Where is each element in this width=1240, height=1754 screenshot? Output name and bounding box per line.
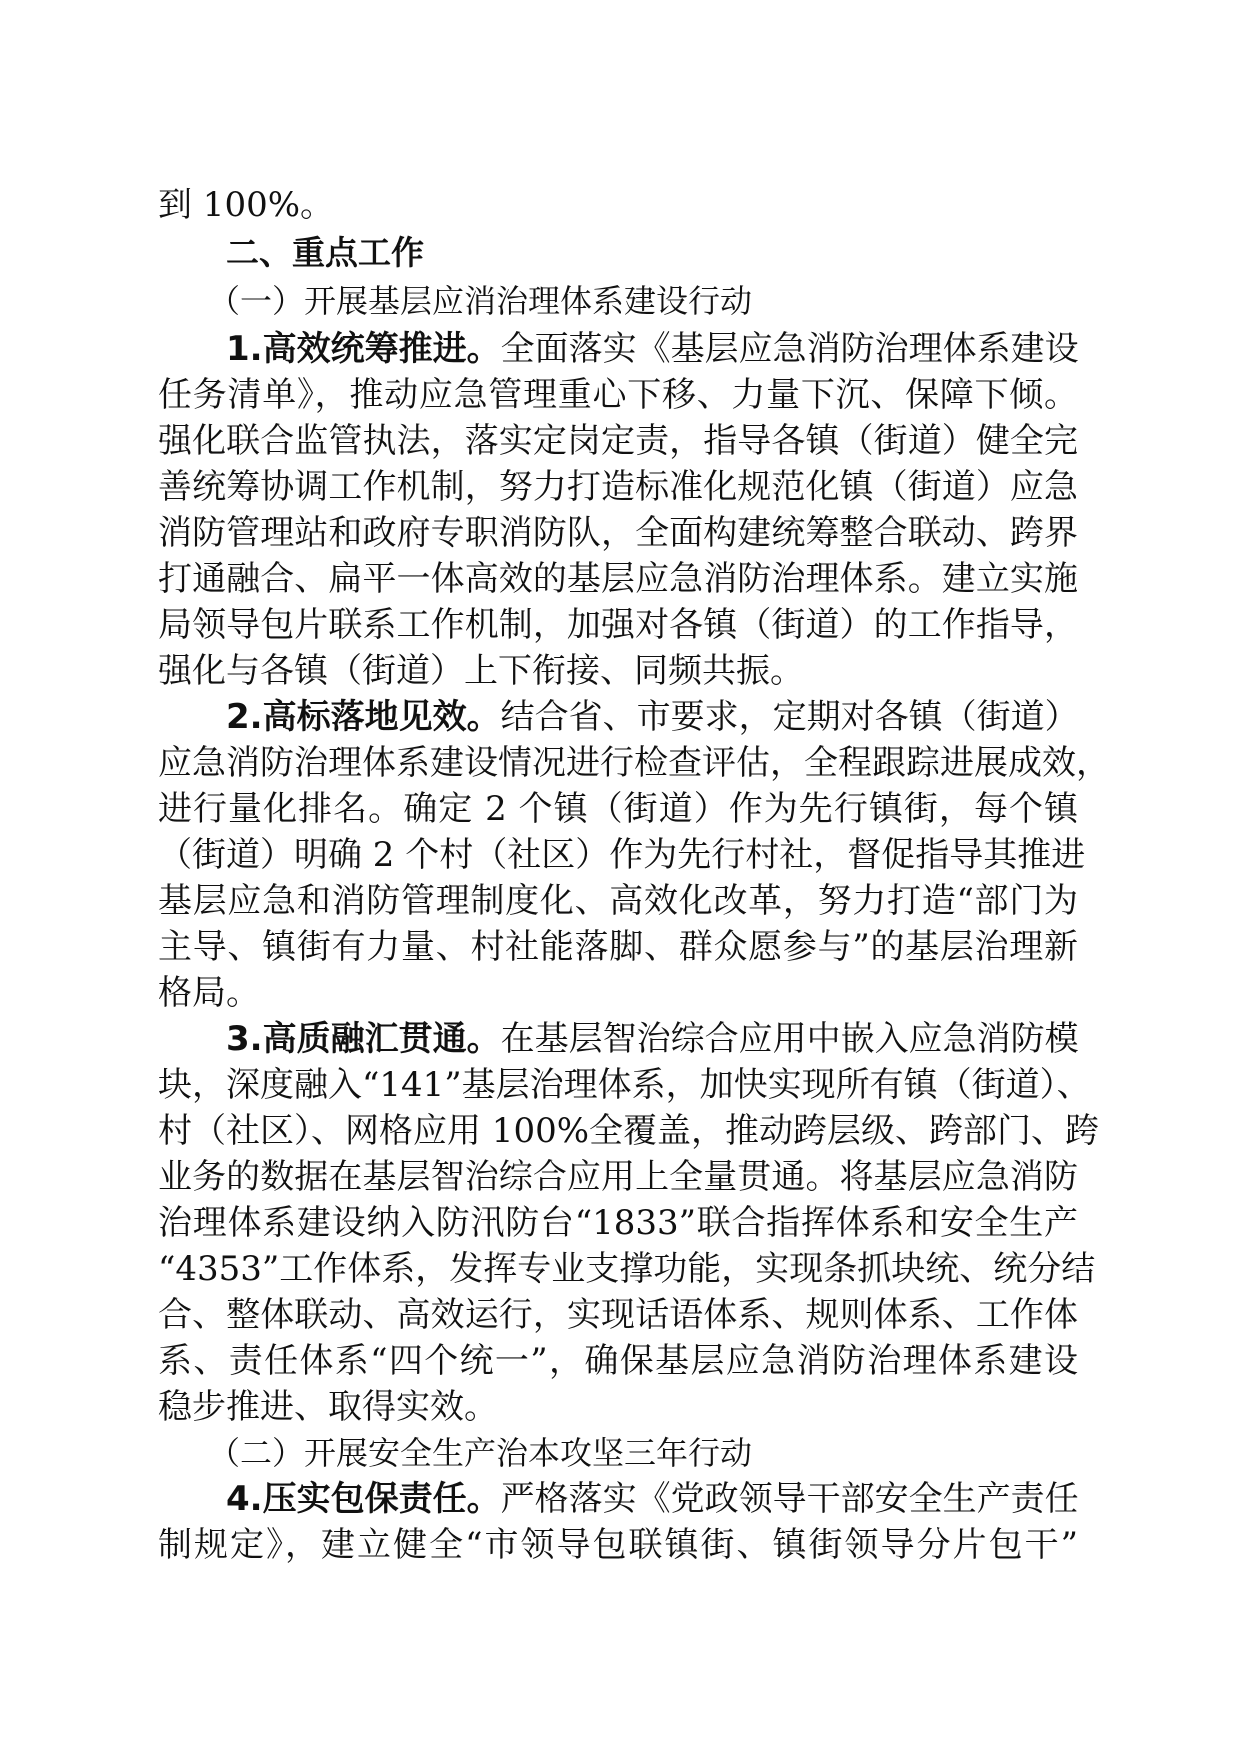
paragraph-first-line [226,1476,1078,1522]
paragraph-first-line [226,1016,1078,1062]
text-line: 业务的数据在基层智治综合应用上全量贯通。将基层应急消防 [158,1157,1078,1197]
text-line: 强化联合监管执法，落实定岗定责，指导各镇（街道）健全完 [158,421,1078,461]
paragraph-text: 在基层智治综合应用中嵌入应急消防模 [500,1019,1079,1059]
text-line: 进行量化排名。确定 2 个镇（街道）作为先行镇街，每个镇 [158,789,1078,829]
text-line: 消防管理站和政府专职消防队，全面构建统筹整合联动、跨界 [158,513,1078,553]
text-line: 治理体系建设纳入防汛防台“1833”联合指挥体系和安全生产 [158,1203,1078,1243]
text-line: 局领导包片联系工作机制，加强对各镇（街道）的工作指导， [158,605,1078,645]
text-line: 块，深度融入“141”基层治理体系，加快实现所有镇（街道）、 [158,1065,1091,1105]
text-line: 应急消防治理体系建设情况进行检查评估，全程跟踪进展成效， [158,743,1110,783]
text-line: （街道）明确 2 个村（社区）作为先行村社，督促指导其推进 [158,835,1086,875]
paragraph-title: 1.高效统筹推进。 [226,329,501,369]
text-line: “4353”工作体系，发挥专业支撑功能，实现条抓块统、统分结 [158,1249,1096,1289]
subsection-heading: （一）开展基层应消治理体系建设行动 [208,282,753,320]
paragraph-first-line [226,694,1078,740]
paragraph-title: 3.高质融汇贯通。 [226,1019,501,1059]
text-line: 打通融合、扁平一体高效的基层应急消防治理体系。建立实施 [158,559,1078,599]
text-line: 制规定》，建立健全“市领导包联镇街、镇街领导分片包干” [158,1525,1078,1565]
section-heading: 二、重点工作 [226,233,424,272]
paragraph-text: 结合省、市要求，定期对各镇（街道） [500,697,1079,737]
text-line: 主导、镇街有力量、村社能落脚、群众愿参与”的基层治理新 [158,927,1078,967]
text-line: 强化与各镇（街道）上下衔接、同频共振。 [158,651,804,691]
paragraph-title: 2.高标落地见效。 [226,697,501,737]
paragraph-first-line [226,326,1078,372]
text-line: 到 100%。 [158,185,335,225]
subsection-heading: （二）开展安全生产治本攻坚三年行动 [208,1434,753,1472]
text-line: 任务清单》，推动应急管理重心下移、力量下沉、保障下倾。 [158,375,1078,415]
text-line: 善统筹协调工作机制，努力打造标准化规范化镇（街道）应急 [158,467,1078,507]
text-line: 系、责任体系“四个统一”，确保基层应急消防治理体系建设 [158,1341,1078,1381]
text-line: 格局。 [158,973,260,1013]
text-line: 合、整体联动、高效运行，实现话语体系、规则体系、工作体 [158,1295,1078,1335]
text-line: 基层应急和消防管理制度化、高效化改革，努力打造“部门为 [158,881,1078,921]
paragraph-text: 全面落实《基层应急消防治理体系建设 [500,329,1079,369]
text-line: 稳步推进、取得实效。 [158,1387,498,1427]
paragraph-title: 4.压实包保责任。 [226,1479,501,1519]
text-line: 村（社区）、网格应用 100%全覆盖，推动跨层级、跨部门、跨 [158,1111,1100,1151]
paragraph-text: 严格落实《党政领导干部安全生产责任 [500,1479,1079,1519]
